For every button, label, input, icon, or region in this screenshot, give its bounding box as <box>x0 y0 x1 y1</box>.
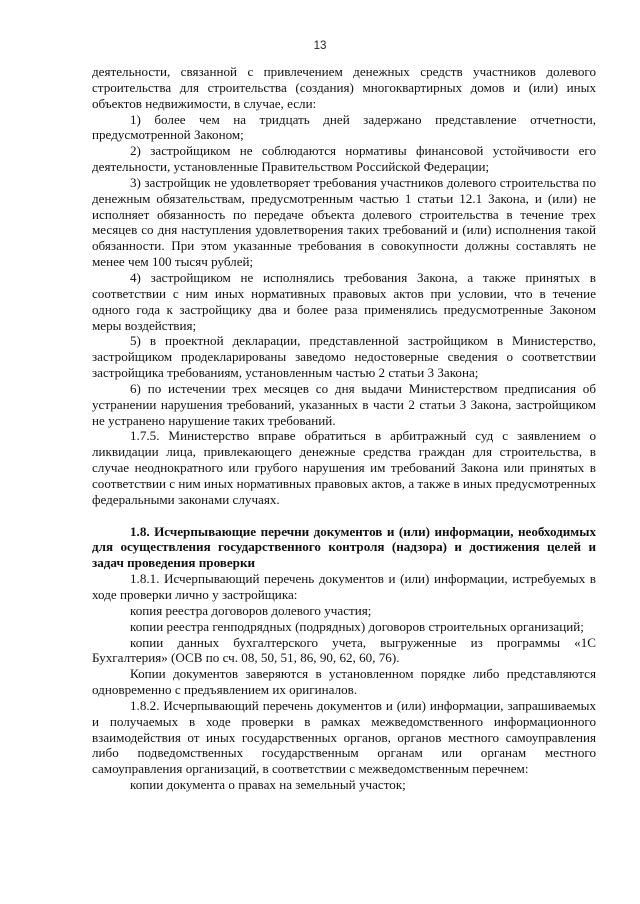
list-item-5: 5) в проектной декларации, представленной застройщиком в Министерство, застройщиком продекларированы заведомо недостоверные сведения о соответствии застройщика требованиям, установленным частью 2 статьи 3 Закона; <box>92 333 596 381</box>
list-item-4: 4) застройщиком не исполнялись требования Закона, а также принятых в соответствии с ним иных нормативных правовых актов при условии, что в течение одного года к застройщику два и более раза применялись предусмотренные Законом меры воздействия; <box>92 269 596 333</box>
list-item-2: 2) застройщиком не соблюдаются нормативы финансовой устойчивости его деятельности, установленные Правительством Российской Федерации; <box>92 143 596 175</box>
section-heading-1-8: 1.8. Исчерпывающие перечни документов и (или) информации, необходимых для осуществления государственного контроля (надзора) и достижения целей и задач проведения проверки <box>92 523 596 571</box>
list-item-general-contracts: копии реестра генподрядных (подрядных) договоров строительных организаций; <box>130 618 584 634</box>
list-item-1: 1) более чем на тридцать дней задержано представление отчетности, предусмотренной Законом; <box>92 111 596 143</box>
list-item-accounting-data: копии данных бухгалтерского учета, выгруженные из программы «1С Бухгалтерия» (ОСВ по сч. 08, 50, 51, 86, 90, 62, 60, 76). <box>92 634 596 666</box>
paragraph-continuation: деятельности, связанной с привлечением денежных средств участников долевого строительства для строительства (создания) многоквартирных домов и (или) иных объектов недвижимости, в случае, если: <box>92 64 596 111</box>
clause-1-8-1: 1.8.1. Исчерпывающий перечень документов и (или) информации, истребуемых в ходе проверки лично у застройщика: <box>92 571 596 602</box>
clause-1-8-2: 1.8.2. Исчерпывающий перечень документов и (или) информации, запрашиваемых и получаемых в ходе проверки в рамках межведомственного информационного взаимодействия от иных государственных органов, органов местного самоуправления либо подведомственных государственным органам или органам местного самоуправления организаций, в соответствии с межведомственным перечнем: <box>92 697 596 777</box>
clause-1-7-5: 1.7.5. Министерство вправе обратиться в арбитражный суд с заявлением о ликвидации лица, привлекающего денежные средства граждан для строительства, в случае неоднократного или грубого нарушения им требований Закона или принятых в соответствии с ним иных нормативных правовых актов, а также в иных предусмотренных федеральными законами случаях. <box>92 428 596 507</box>
page-number: 13 <box>313 40 327 52</box>
list-item-land-rights: копии документа о правах на земельный участок; <box>130 777 406 793</box>
copies-certification-note: Копии документов заверяются в установленном порядке либо представляются одновременно с предъявлением их оригиналов. <box>92 666 596 698</box>
list-item-contracts-registry: копия реестра договоров долевого участия; <box>130 602 372 618</box>
page-body <box>92 64 596 793</box>
list-item-3: 3) застройщик не удовлетворяет требования участников долевого строительства по денежным обязательствам, предусмотренным частью 1 статьи 12.1 Закона, и (или) не исполняет обязанность по передаче объекта долевого строительства в течение трех месяцев со дня наступления удовлетворения таких требований и (или) исполнения такой обязанности. При этом указанные требования в совокупности должны составлять не менее чем 100 тысяч рублей; <box>92 174 596 270</box>
section-spacer <box>92 508 596 524</box>
list-item-6: 6) по истечении трех месяцев со дня выдачи Министерством предписания об устранении нарушения требований, указанных в части 2 статьи 3 Закона, застройщиком не устранено нарушение таких требований. <box>92 380 596 428</box>
